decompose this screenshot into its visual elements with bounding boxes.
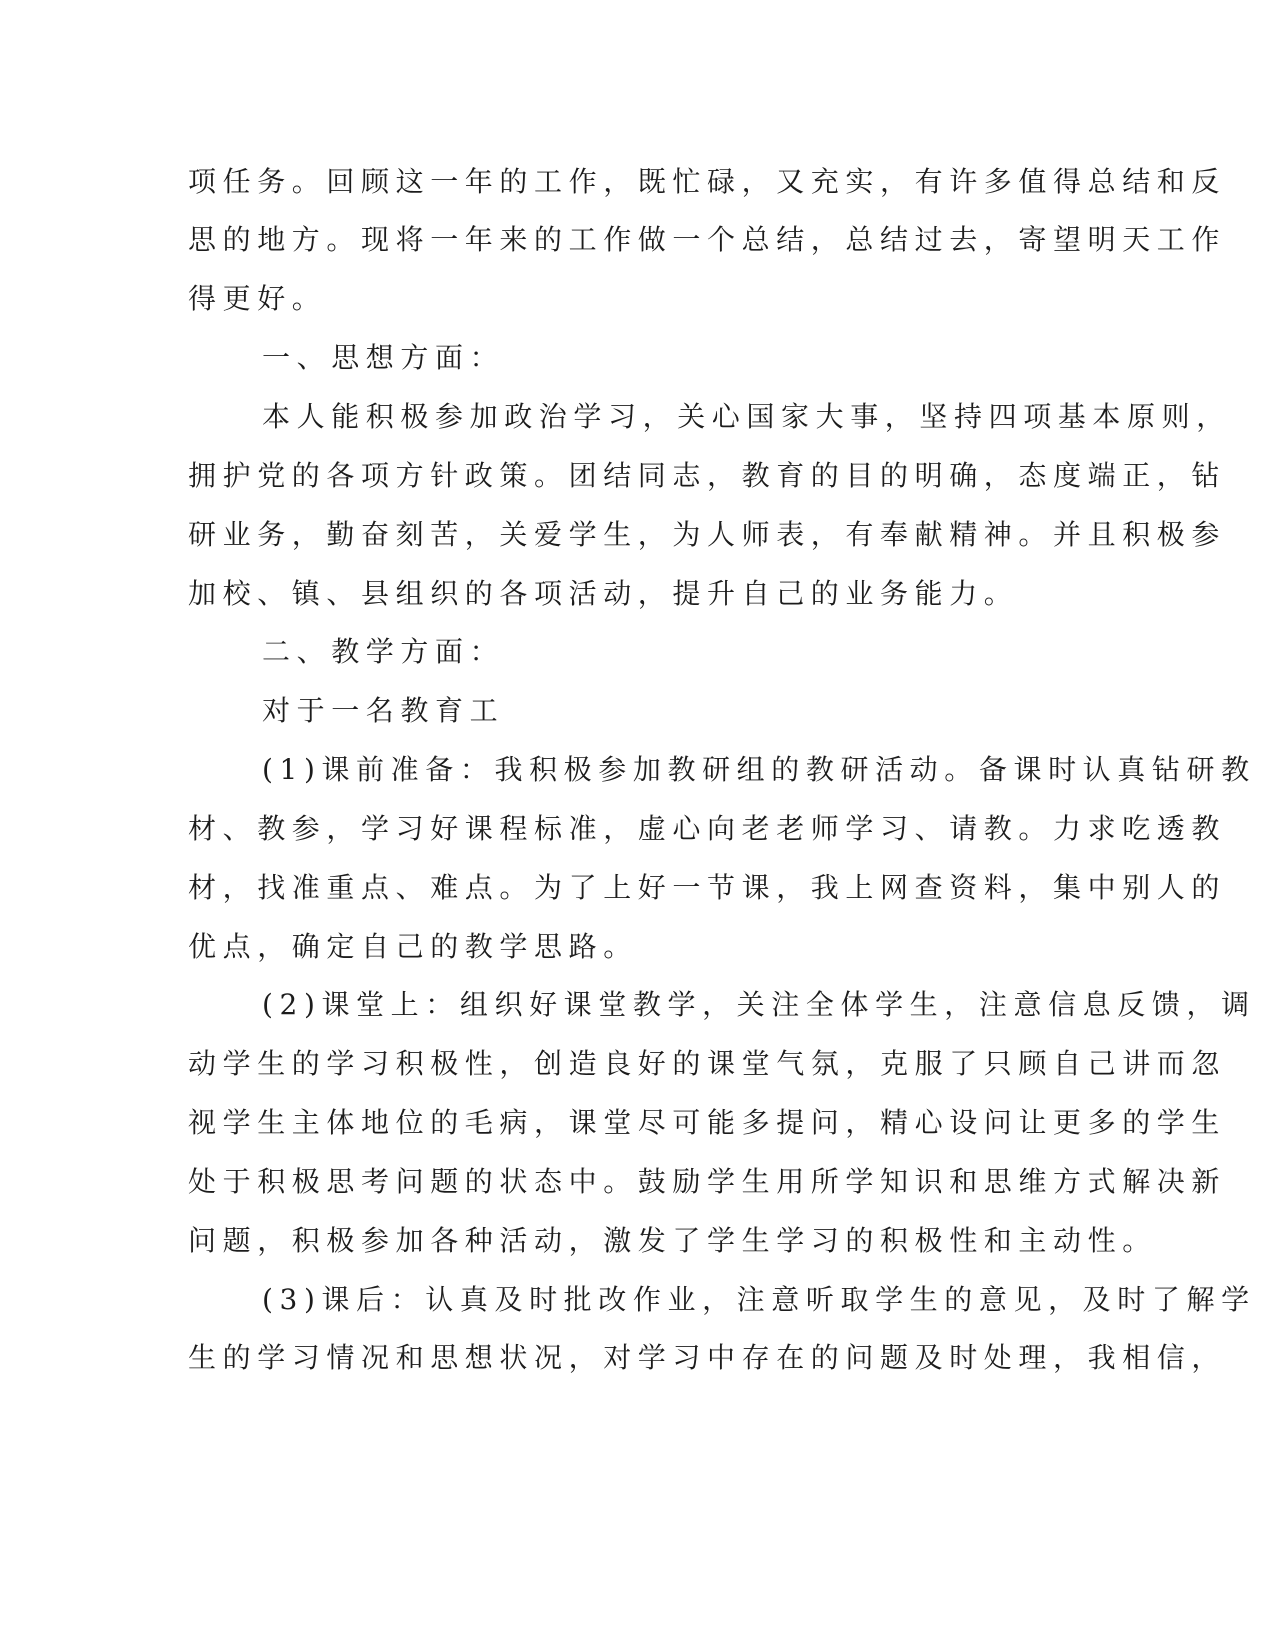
body-text-line: 得更好。: [188, 282, 327, 315]
section-heading: 二、教学方面：: [262, 635, 505, 668]
body-text-line: 加校、镇、县组织的各项活动，提升自己的业务能力。: [188, 577, 1019, 610]
body-text-line: 本人能积极参加政治学习，关心国家大事，坚持四项基本原则，: [262, 400, 1231, 433]
body-text-line: 问题，积极参加各种活动，激发了学生学习的积极性和主动性。: [188, 1224, 1157, 1257]
body-text-line: 材、教参，学习好课程标准，虚心向老老师学习、请教。力求吃透教: [188, 812, 1227, 845]
body-text-line: 视学生主体地位的毛病，课堂尽可能多提问，精心设问让更多的学生: [188, 1106, 1227, 1139]
body-text-line: (1)课前准备：我积极参加教研组的教研活动。备课时认真钻研教: [262, 753, 1256, 786]
body-text-line: 处于积极思考问题的状态中。鼓励学生用所学知识和思维方式解决新: [188, 1165, 1227, 1198]
body-text-line: 思的地方。现将一年来的工作做一个总结，总结过去，寄望明天工作: [188, 223, 1227, 256]
body-text-line: 材，找准重点、难点。为了上好一节课，我上网查资料，集中别人的: [188, 871, 1227, 904]
body-text-line: 优点，确定自己的教学思路。: [188, 930, 638, 963]
body-text-line: (2)课堂上：组织好课堂教学，关注全体学生，注意信息反馈，调: [262, 988, 1256, 1021]
body-text-line: 拥护党的各项方针政策。团结同志，教育的目的明确，态度端正，钻: [188, 459, 1227, 492]
body-text-line: 研业务，勤奋刻苦，关爱学生，为人师表，有奉献精神。并且积极参: [188, 518, 1227, 551]
body-text-line: 生的学习情况和思想状况，对学习中存在的问题及时处理，我相信，: [188, 1341, 1227, 1374]
body-text-line: 项任务。回顾这一年的工作，既忙碌，又充实，有许多值得总结和反: [188, 165, 1227, 198]
section-heading: 一、思想方面：: [262, 341, 505, 374]
body-text-line: (3)课后：认真及时批改作业，注意听取学生的意见，及时了解学: [262, 1283, 1256, 1316]
body-text-line: 对于一名教育工: [262, 694, 505, 727]
body-text-line: 动学生的学习积极性，创造良好的课堂气氛，克服了只顾自己讲而忽: [188, 1047, 1227, 1080]
